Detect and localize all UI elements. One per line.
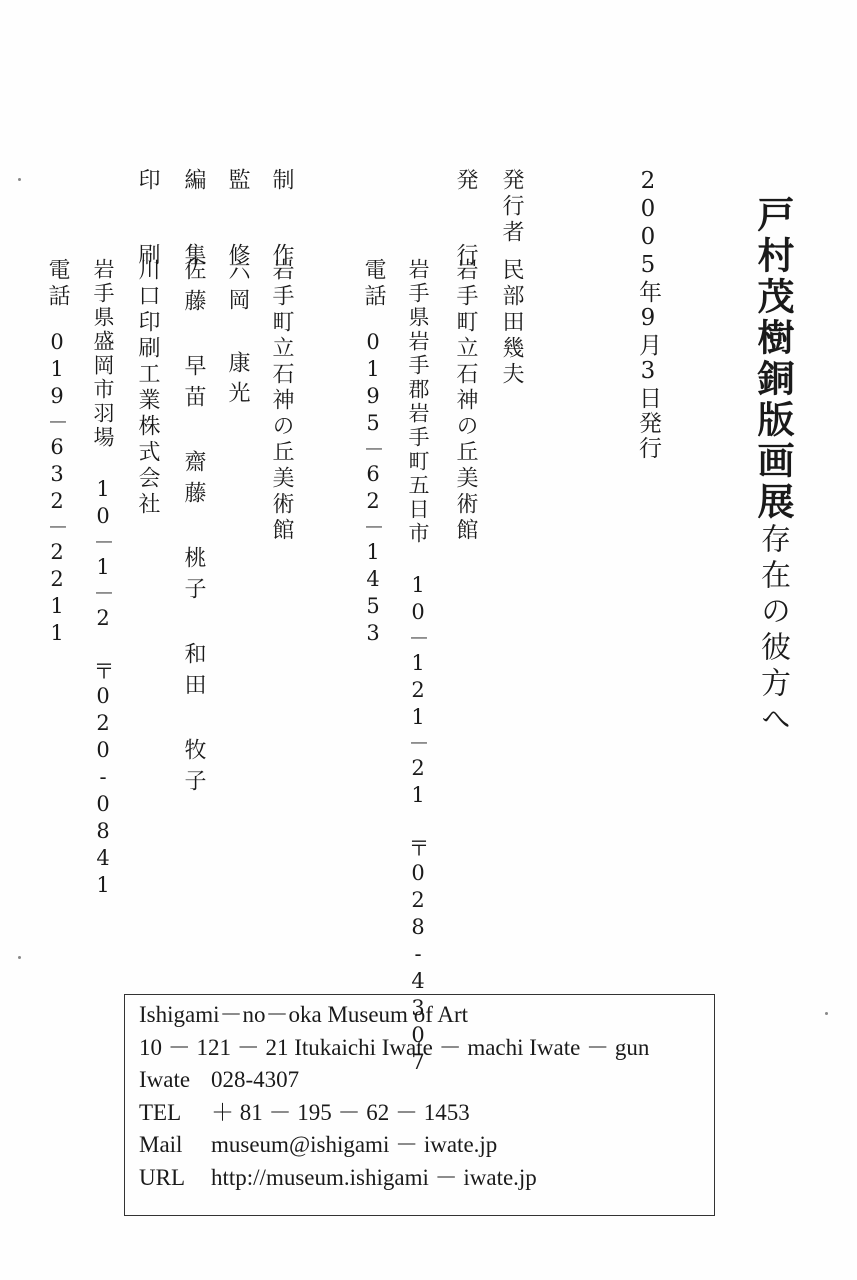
museum-name-en: Ishigami－no－oka Museum of Art [139, 1002, 468, 1027]
address-line-tel [139, 1097, 700, 1130]
mail-value[interactable]: museum@ishigami － iwate.jp [211, 1132, 498, 1157]
scan-speck [825, 1012, 828, 1015]
issuer-label: 発 行 [453, 168, 478, 279]
address-line-mail [139, 1129, 700, 1162]
printing-label: 印 刷 [135, 168, 160, 279]
tel-label: TEL [139, 1099, 182, 1125]
url-value[interactable]: http://museum.ishigami － iwate.jp [211, 1164, 537, 1190]
exhibition-subtitle: 存在の彼方へ [755, 523, 790, 739]
museum-address-box [124, 994, 715, 1216]
tel-value: ＋ 81 － 195 － 62 － 1453 [211, 1099, 470, 1125]
supervision-value: 六岡 康光 [225, 258, 250, 411]
editing-label: 編 集 [181, 168, 206, 279]
scan-speck [18, 178, 21, 181]
mail-label: Mail [139, 1132, 183, 1157]
exhibition-title: 戸村茂樹銅版画展 [751, 195, 795, 523]
production-label: 制 作 [269, 168, 294, 279]
prefecture-label: Iwate [139, 1067, 191, 1092]
issuer-phone: 0195－62－1453 [361, 330, 385, 648]
publication-date: 2005年9月3日発行 [635, 168, 661, 461]
publisher-name: 民部田幾夫 [499, 258, 524, 388]
publisher-label: 発行者 [499, 168, 524, 246]
address-line-name [139, 999, 700, 1032]
postal-code: 028-4307 [211, 1067, 300, 1092]
issuer-address: 岩手県岩手郡岩手町五日市 10－121－21 〒028-4307 [406, 258, 430, 1077]
issuer-phone-label: 電話 [361, 258, 386, 310]
printing-address: 岩手県盛岡市羽場 10－1－2 〒020-0841 [91, 258, 115, 900]
address-line-url [139, 1162, 700, 1195]
editing-value: 佐藤 早苗 齋藤 桃子 和田 牧子 [181, 258, 206, 800]
supervision-label: 監 修 [225, 168, 250, 279]
issuer-name: 岩手町立石神の丘美術館 [453, 258, 478, 544]
address-line-street [139, 1032, 700, 1065]
printing-phone-label: 電話 [45, 258, 70, 310]
address-line-prefecture [139, 1064, 700, 1097]
printing-phone: 019－632－2211 [45, 330, 69, 648]
museum-street-en: 10 － 121 － 21 Itukaichi Iwate － machi Iwate － gun [139, 1034, 650, 1060]
scan-speck [18, 956, 21, 959]
printing-value: 川口印刷工業株式会社 [135, 258, 160, 518]
production-value: 岩手町立石神の丘美術館 [269, 258, 294, 544]
url-label: URL [139, 1164, 185, 1190]
